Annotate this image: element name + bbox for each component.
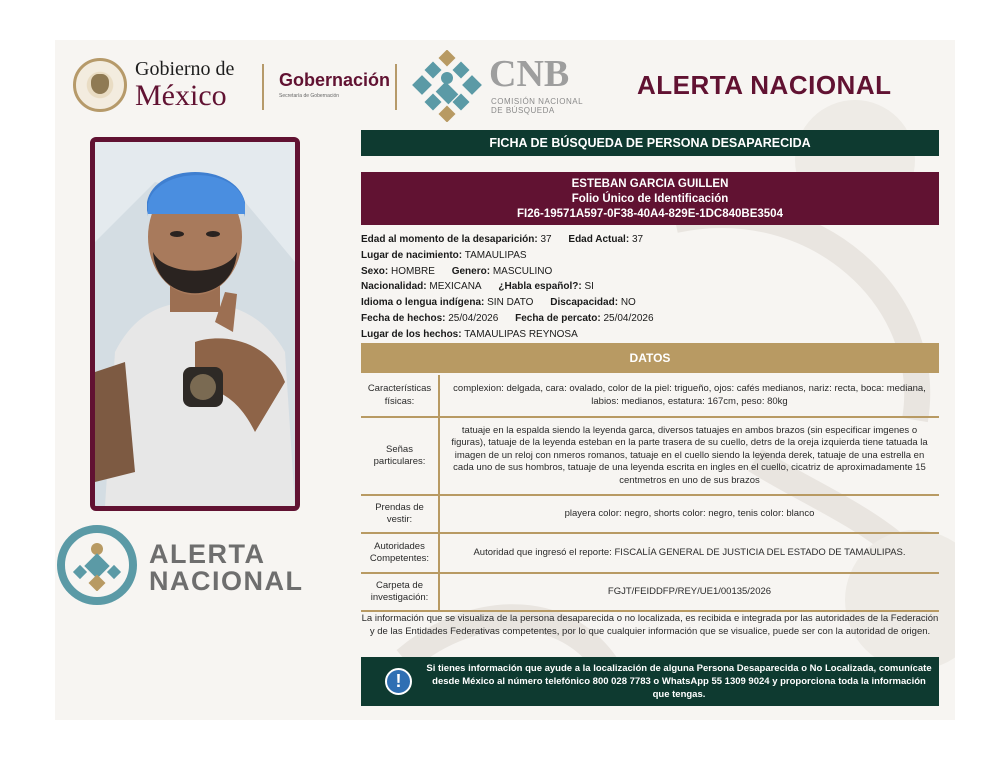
nacimiento-value: TAMAULIPAS: [464, 249, 527, 261]
table-row: [361, 573, 939, 611]
datos-value: tatuaje en la espalda siendo la leyenda garca, diversos tatuajes en ambos brazos (sin especificar imgenes o figuras), tatuaje de la leyenda esteban en la parte trasera de su cuello, detrs de la oreja izquierda tiene tatuada la imagen de un reloj con nmeros romanos, tatuaje en el cuello siendo la leyenda derek, tatuaje de una estrella en cada uno de sus hombros, tatuaje de una leyenda escrita en ingles en el cuello, cicatriz de aproximadamente 15 centmetros en uno de sus brazos: [439, 417, 939, 495]
espanol-value: SI: [584, 281, 594, 293]
genero-label: Genero:: [451, 265, 491, 277]
datos-key: Características físicas:: [361, 375, 439, 417]
disclaimer-text: La información que se visualiza de la persona desaparecida o no localizada, es recibida e integrada por las autoridades de la Federación y de las Entidades Federativas competentes, por lo que cualquier información que se visualice, puede ser con la autoridad de origen.: [361, 613, 939, 637]
alerta-nacional-logo: [57, 525, 317, 615]
footer-contact-bar: [361, 657, 939, 706]
cnb-subtitle-line1: COMISIÓN NACIONAL: [491, 97, 584, 106]
lugar-hechos-label: Lugar de los hechos:: [361, 328, 462, 340]
datos-value: Autoridad que ingresó el reporte: FISCALÍA GENERAL DE JUSTICIA DEL ESTADO DE TAMAULIPAS.: [439, 533, 939, 573]
divider: [395, 64, 397, 110]
gobernacion-subtitle: Secretaría de Gobernación: [279, 93, 340, 99]
person-info: [361, 232, 939, 343]
idioma-value: SIN DATO: [487, 297, 534, 309]
alerta-nacional-title: ALERTA NACIONAL: [637, 70, 892, 100]
discapacidad-value: NO: [620, 297, 636, 309]
gobernacion-title: Gobernación: [279, 70, 391, 90]
cnb-subtitle-line2: DE BÚSQUEDA: [491, 105, 555, 115]
person-photo-image: [95, 142, 295, 506]
fecha-hechos-value: 25/04/2026: [448, 312, 499, 324]
gobierno-de-mexico-logo: [73, 58, 234, 112]
edad-desap-value: 37: [540, 234, 552, 245]
exclamation-icon: !: [385, 668, 412, 695]
edad-desap-label: Edad al momento de la desaparición:: [361, 234, 538, 245]
edad-actual-value: 37: [631, 234, 644, 245]
header: [55, 40, 955, 132]
sexo-value: HOMBRE: [391, 265, 435, 277]
datos-value: complexion: delgada, cara: ovalado, color de la piel: trigueño, ojos: cafés medianos, nariz: recta, boca: mediana, labios: medianos, estatura: 167cm, peso: 80kg: [439, 375, 939, 417]
gobierno-line1: Gobierno de: [135, 58, 235, 80]
cnb-mark-icon: [411, 50, 483, 122]
datos-title-bar: DATOS: [361, 343, 939, 373]
info-row: [361, 248, 939, 264]
gobierno-line2: México: [135, 79, 227, 112]
person-name: ESTEBAN GARCIA GUILLEN: [571, 178, 729, 190]
table-row: [361, 417, 939, 495]
info-row: [361, 311, 939, 327]
datos-key: Señas particulares:: [361, 417, 439, 495]
discapacidad-label: Discapacidad:: [550, 297, 619, 309]
sexo-label: Sexo:: [361, 265, 389, 277]
info-row: [361, 232, 939, 248]
info-row: [361, 279, 939, 295]
info-row: [361, 327, 939, 343]
person-name-bar: [361, 172, 939, 225]
lugar-hechos-value: TAMAULIPAS REYNOSA: [464, 328, 578, 340]
fecha-percato-label: Fecha de percato:: [515, 312, 601, 324]
ficha-title-bar: FICHA DE BÚSQUEDA DE PERSONA DESAPARECIDA: [361, 130, 939, 156]
fecha-percato-value: 25/04/2026: [603, 312, 654, 324]
gobernacion-logo: [279, 70, 390, 99]
datos-table: [361, 375, 939, 612]
cnb-subtitle: [491, 98, 583, 116]
datos-value: FGJT/FEIDDFP/REY/UE1/00135/2026: [439, 573, 939, 611]
alerta-ring-icon: [57, 525, 137, 605]
folio-label: Folio Único de Identificación: [571, 193, 729, 205]
datos-value: playera color: negro, shorts color: negro, tenis color: blanco: [439, 495, 939, 533]
datos-key: Autoridades Competentes:: [361, 533, 439, 573]
national-seal-icon: [73, 58, 127, 112]
espanol-label: ¿Habla español?:: [498, 281, 582, 293]
info-row: [361, 295, 939, 311]
person-photo: [90, 137, 300, 511]
cnb-title: CNB: [489, 53, 570, 95]
nacimiento-label: Lugar de nacimiento:: [361, 249, 463, 261]
idioma-label: Idioma o lengua indígena:: [361, 297, 485, 309]
datos-key: Prendas de vestir:: [361, 495, 439, 533]
info-row: [361, 264, 939, 280]
search-sheet: [55, 40, 955, 720]
nacionalidad-value: MEXICANA: [429, 281, 482, 293]
table-row: [361, 375, 939, 417]
edad-actual-label: Edad Actual:: [568, 234, 630, 245]
nacionalidad-label: Nacionalidad:: [361, 281, 427, 293]
cnb-logo: [411, 50, 601, 124]
table-row: [361, 495, 939, 533]
genero-value: MASCULINO: [492, 265, 553, 277]
divider: [262, 64, 264, 110]
datos-key: Carpeta de investigación:: [361, 573, 439, 611]
table-row: [361, 533, 939, 573]
nacional-word: NACIONAL: [149, 566, 304, 596]
alerta-nacional-wordmark: [149, 541, 304, 595]
footer-contact-text: Si tienes información que ayude a la localización de alguna Persona Desaparecida o No Localizada, comunícate desde México al número telefónico 800 028 7783 o WhatsApp 55 1309 9024 y proporciona toda la información que tengas.: [426, 663, 932, 700]
folio-value: FI26-19571A597-0F38-40A4-829E-1DC840BE3504: [517, 208, 783, 220]
alerta-word: ALERTA: [149, 539, 266, 569]
fecha-hechos-label: Fecha de hechos:: [361, 312, 446, 324]
